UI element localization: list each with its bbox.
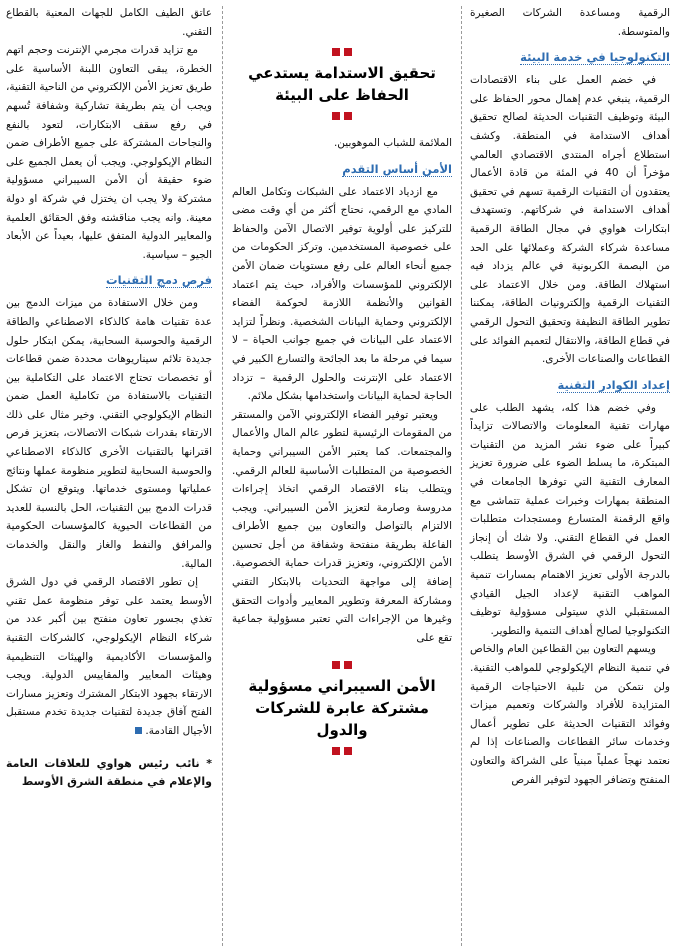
paragraph: عاتق الطيف الكامل للجهات المعنية بالقطاع التقني. [6,7,212,38]
middle-column [232,0,452,761]
column-divider [461,6,462,946]
pull-quote [232,661,452,755]
pull-quote-text: الأمن السيبراني مسؤولية مشتركة عابرة للشركات والدول [248,677,436,740]
column-divider [222,6,223,946]
author-footnote: * نائب رئيس هواوي للعلاقات العامة والإعلام في منطقة الشرق الأوسط [6,756,212,788]
pull-quote [232,48,452,120]
subheading: فرص دمج التقنيات [106,273,212,288]
paragraph [6,573,212,740]
left-column [6,0,212,791]
right-column [470,0,670,789]
paragraph: وفي خضم هذا كله، يشهد الطلب على مهارات تقنية المعلومات والاتصالات تزايداً كبيراً على ضوء نشر المزيد من التقنيات المبتكرة، ما يسلط الضوء على ضرورة تعزيز المعارف التقنية التي توفرها الجامعات في المنطقة بمهارات وخبرات عملية تتماشى مع واقع الرقمنة المتسارع ومستجدات متطلبات العمل في القطاع التقني. ولا شك أن إنجاز التحول الرقمي في الشرق الأوسط يتطلب بالدرجة الأولى تعزيز الاهتمام بمسارات تنمية المواهب التقنية لإعداد الجيل القيادي المستقبلي الذي سيتولى مسؤولية توظيف التكنولوجيا لصالح أهداف التنمية والتطوير. [470,401,670,637]
subheading: إعداد الكوادر التقنية [557,377,670,392]
end-of-article-mark [135,727,142,734]
subheading: الأمن أساس التقدم [342,161,452,176]
pull-quote-marks [232,747,452,755]
paragraph: مع ازدياد الاعتماد على الشبكات وتكامل العالم المادي مع الرقمي، نحتاج أكثر من أي وقت مضى للتركيز على أولوية توفير الاتصال الآمن والحفاظ على خصوصية المستخدمين. وتركز الحكومات من جميع أنحاء العالم على رفع مستويات ضمان الأمن الإلكتروني للمؤسسات والأفراد، حيث يتم اعتماد القوانين والأنظمة اللازمة لحوكمة الفضاء الإلكتروني وحماية البيانات الشخصية. ونظراً لتزايد الاعتماد على البيانات في جميع جوانب الحياة – لا سيما في مرحلة ما بعد الجائحة والتسارع الكبير في الاعتماد على الإنترنت والحلول الرقمية – تزداد الحاجة لحماية البيانات واستخدامها بشكل ملائم. [232,185,452,403]
pull-quote-marks [232,112,452,120]
pull-quote-marks [232,661,452,669]
pull-quote-marks [232,48,452,56]
paragraph: ويعتبر توفير الفضاء الإلكتروني الآمن والمستقر من المقومات الرئيسية لتطور عالم المال والأعمال والمجتمعات. كما يعتبر الأمن السيبراني وحماية الخصوصية من المتطلبات الأساسية للعالم الرقمي. ويتطلب بناء الاقتصاد الرقمي اتخاذ إجراءات مدروسة وصارمة لتعزيز الأمن السيبراني. ويجب الالتزام بالتواصل والتعاون بين جميع الأطراف الفاعلة بطريقة منفتحة وشفافة من أجل تحسين الأمن الإلكتروني، وتعزيز قدرات حماية الخصوصية. إضافة إلى مواجهة التحديات بالابتكار التقني ومشاركة المعرفة وتطوير المعايير وأدوات التحقق وغيرها من الإجراءات التي تعتبر مسؤولية جماعية تقع على [232,408,452,644]
pull-quote-text: تحقيق الاستدامة يستدعي الحفاظ على البيئة [248,64,436,104]
paragraph: الملائمة للشباب الموهوبين. [333,137,452,149]
paragraph: مع تزايد قدرات مجرمي الإنترنت وحجم اتهم الخطرة، يبقى التعاون اللبنة الأساسية على طريق تعزيز الأمن الإلكتروني من الناحية التقنية، ويجب أن يتم بطريقة تشاركية وشفافة تُسهم في رفع سقف الابتكارات، لتعود بالنفع والنجاحات المشتركة على جميع الأطراف ضمن النظام الإيكولوجي. ويجب أن يعمل الجميع على ضوء حقيقة أن الأمن السيبراني مسؤولية مشتركة ولا يجب ان يختزل في شركة او دولة معينة. وانه يجب مناقشته وفق الحقائق العلمية والمعايير الدولية المتفق عليها، بعيداً عن الأبعاد الجيو – سياسية. [6,44,212,261]
paragraph: ومن خلال الاستفادة من ميزات الدمج بين عدة تقنيات هامة كالذكاء الاصطناعي والطاقة الرقمية والحوسبة السحابية، يمكن ابتكار حلول جديدة تلائم سيناريوهات محددة ضمن قطاعات أو تخصصات تحتاج الاعتماد على التكاملية بين التقنيات بالاستفادة من تكاملية العمل ضمن النظام الإيكولوجي التقني. وخير مثال على ذلك الارتقاء بقدرات شبكات الاتصالات، بتعزيز فرص اقترانها بالتقنيات الأخرى كالذكاء الاصطناعي والحوسبة السحابية لتطوير منظومة عملها ونتائج عملياتها ومستوى خدماتها. ويتوقع ان تشكل قدرات الدمج بين التقنيات، الحل بالنسبة للعديد من القطاعات الحيوية كالمؤسسات الحكومية والمرافق والنفط والغاز والنقل والخدمات المالية. [6,297,212,570]
paragraph: الرقمية ومساعدة الشركات الصغيرة والمتوسطة. [470,7,670,38]
paragraph-text: إن تطور الاقتصاد الرقمي في دول الشرق الأوسط يعتمد على توفر منظومة عمل تقني تغذي بجسور تعاون منفتح بين أكبر عدد من شركاء النظام الإيكولوجي، كالشركات التقنية والمؤسسات الأكاديمية والهيئات التنظيمية وهيئات المعايير والمقاييس الدولية. ويجب الارتقاء بجهود الابتكار المشترك وتعزيز مسارات الفتح آفاق جديدة لتقنيات جديدة تخدم مستقبل الأجيال القادمة. [6,576,212,737]
paragraph: ويسهم التعاون بين القطاعين العام والخاص في تنمية النظام الإيكولوجي للمواهب التقنية. ولن نتمكن من تلبية الاحتياجات الرقمية المتزايدة للأفراد والشركات وتعميم ميزات وفوائد التقنيات الحديثة على تطوير أعمال وخدمات سائر القطاعات والصناعات إذا لم نعتمد نهجاً عملياً مبنياً على الشراكة والتعاون المنفتح وتضافر الجهود لتوفير الفرص [470,643,670,786]
subheading: التكنولوجيا في خدمة البيئة [520,50,670,65]
paragraph: في خضم العمل على بناء الاقتصادات الرقمية، ينبغي عدم إهمال محور الحفاظ على البيئة وتوظيف التقنيات الحديثة لصالح تحقيق أهداف الاستدامة في المنطقة. وكشف استطلاع أجراه المنتدى الاقتصادي العالمي مؤخراً أن 40 في المئة من قادة الأعمال يعتقدون أن التقنيات الرقمية تسهم في تحقيق أهداف الاستدامة في شركاتهم. وتستهدف ابتكارات هواوي في مجال الطاقة الرقمية مساعدة شركاء الشركة وعملائها على الحد من البصمة الكربونية في عالم يزداد فيه استهلاك الطاقة. ومن خلال الاعتماد على التقنيات الرقمية وإلكترونيات الطاقة، يمكننا تطوير الطاقة النظيفة وتحقيق التحول الرقمي في قطاع الطاقة، والانتقال لتعميم الفوائد على القطاعات والصناعات الأخرى. [470,74,670,366]
